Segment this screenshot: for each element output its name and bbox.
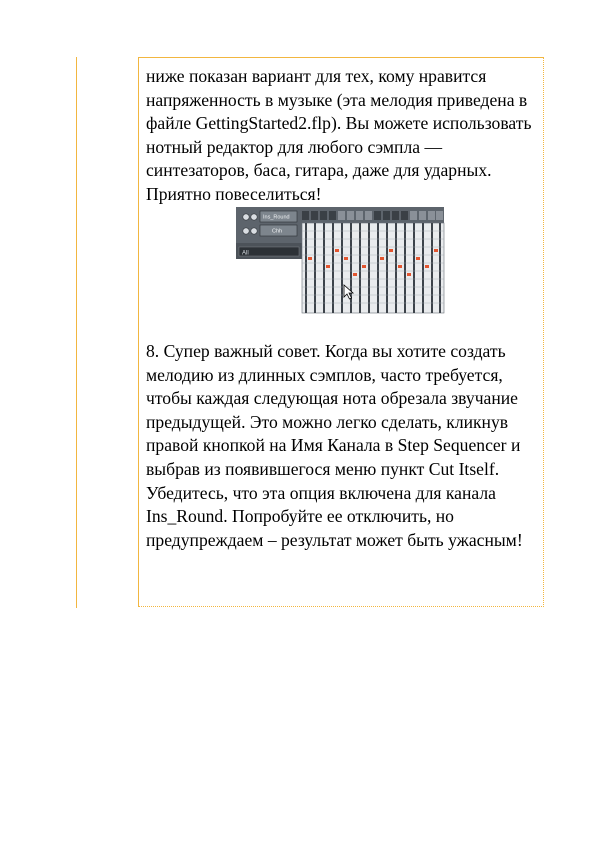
channel-button-label: Ins_Round xyxy=(263,214,290,221)
pan-knob-icon[interactable] xyxy=(243,214,249,220)
paragraph-piano-roll-tip: ниже показан вариант для тех, кому нравится напряженность в музыке (эта мелодия приведена в файле GettingStarted2.flp). Вы можете использовать нотный редактор для любого сэмпла — синтезаторов, баса, гитара, даже для ударных. Приятно повеселиться! xyxy=(146,66,532,204)
margin-line xyxy=(76,57,77,608)
volume-knob-icon[interactable] xyxy=(251,228,257,234)
channel-button-label: Chh xyxy=(272,228,283,235)
pan-knob-icon[interactable] xyxy=(243,228,249,234)
paragraph-tip-8: 8. Супер важный совет. Когда вы хотите создать мелодию из длинных сэмплов, часто требуется, чтобы каждая следующая нота обрезала звучание предыдущей. Это можно легко сделать, кликнув правой кнопкой на Имя Канала в Step Sequencer и выбрав из появившегося меню пункт Cut Itself. Убедитесь, что эта опция включена для канала Ins_Round. Попробуйте ее отключить, но предупреждаем – результат может быть ужасным! xyxy=(146,341,523,550)
pattern-selector-label: All xyxy=(242,250,249,257)
step-sequencer-screenshot xyxy=(236,207,446,315)
volume-knob-icon[interactable] xyxy=(251,214,257,220)
